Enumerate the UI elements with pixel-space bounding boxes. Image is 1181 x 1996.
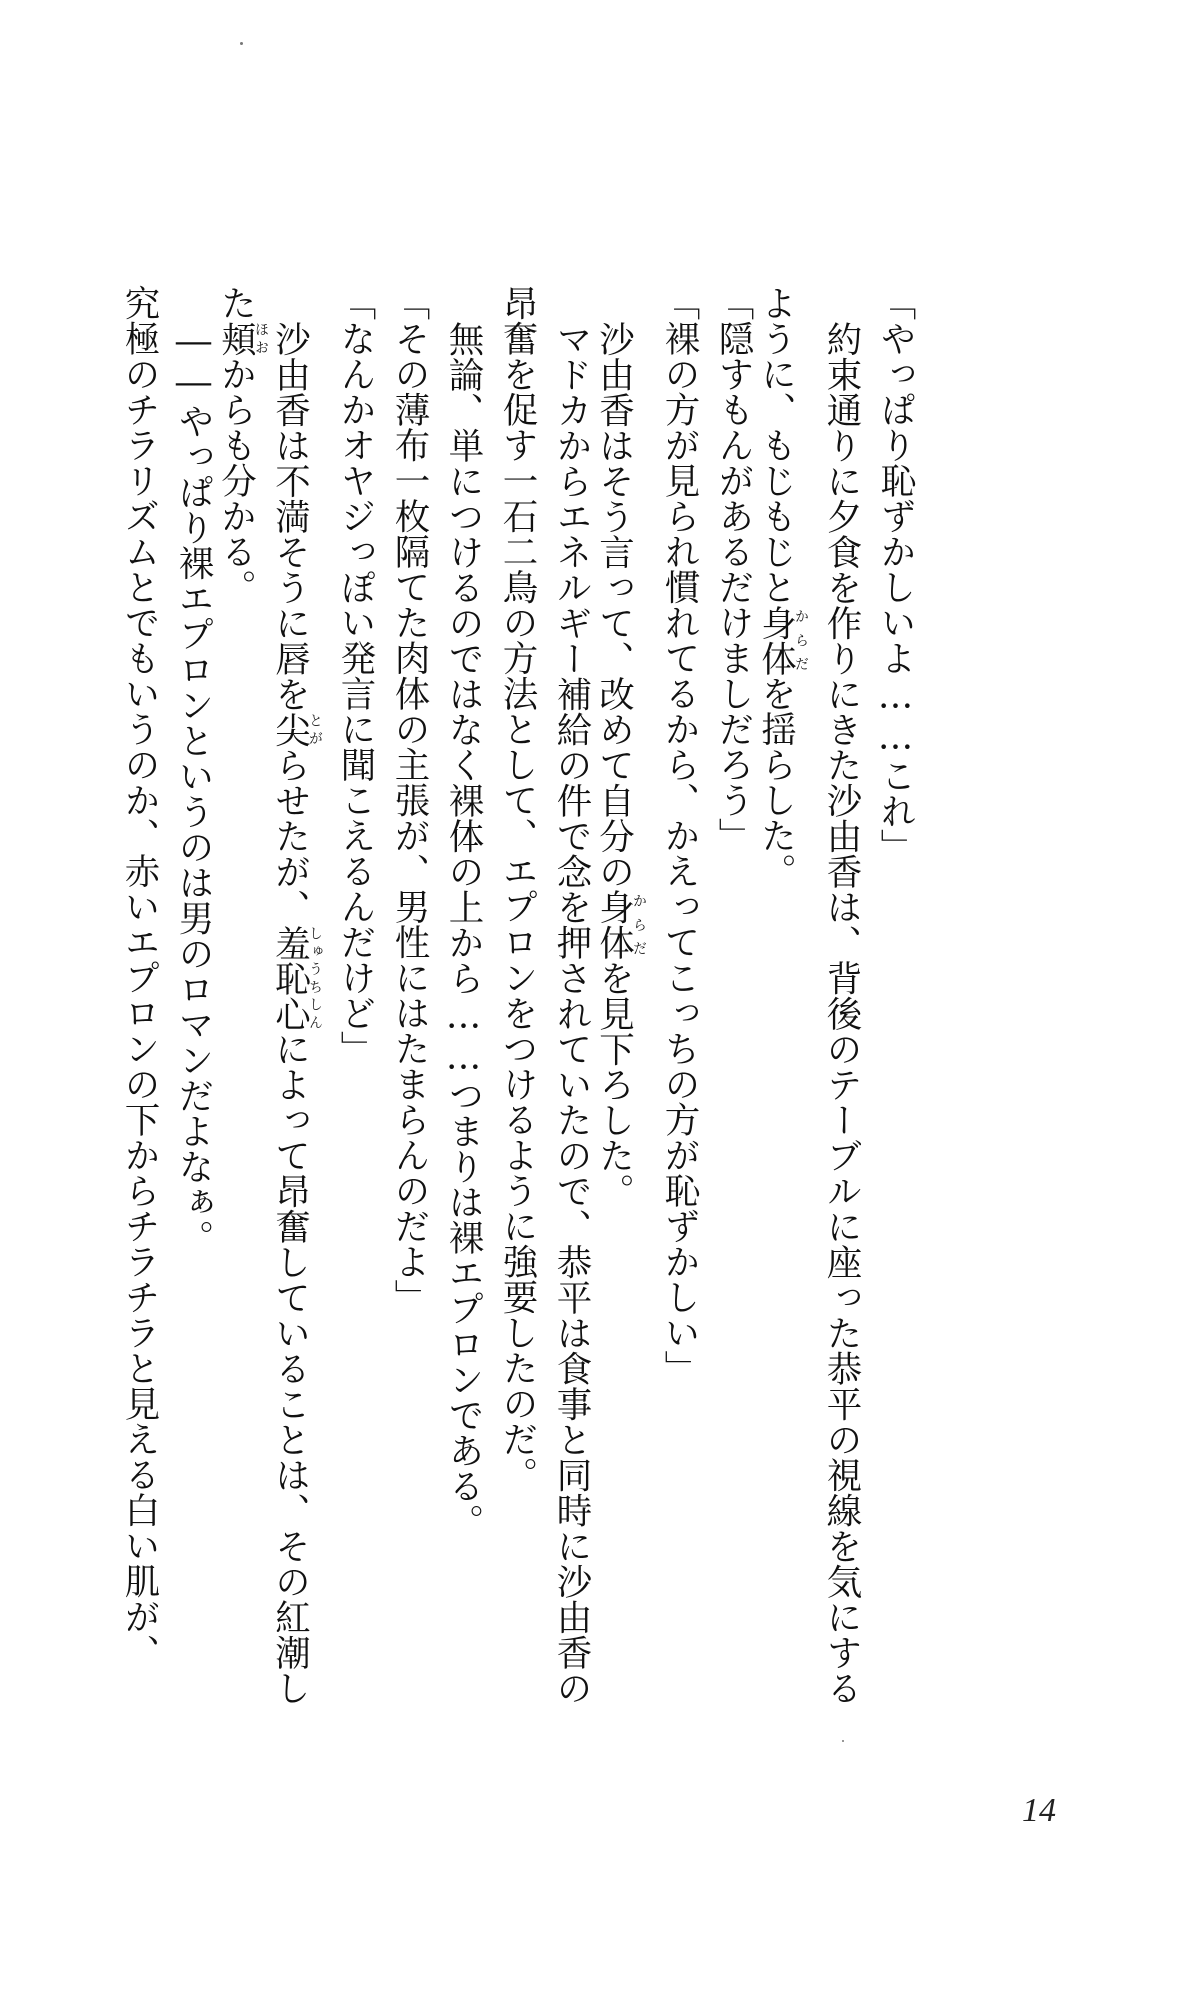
- text-line: ――やっぱり裸エプロンというのは男のロマンだよなぁ。: [173, 321, 214, 1255]
- text-line: た頬ほおからも分かる。: [215, 285, 269, 605]
- text-line: ように、もじもじと身体からだを揺らした。: [755, 285, 809, 889]
- paper-speck: [842, 1740, 844, 1742]
- text-line: 究極のチラリズムとでもいうのか、赤いエプロンの下からチラチラと見える白い肌が、: [119, 285, 160, 1670]
- vertical-text-block: [119, 285, 916, 1770]
- paper-speck: [240, 42, 243, 45]
- text-line: 無論、単につけるのではなく裸体の上から……つまりは裸エプロンである。: [443, 321, 484, 1539]
- text-line: 「やっぱり恥ずかしいよ……これ」: [875, 285, 916, 864]
- text-line: マドカからエネルギー補給の件で念を押されていたので、恭平は食事と同時に沙由香の: [551, 321, 592, 1706]
- text-line: 「裸の方が見られ慣れてるから、かえってこっちの方が恥ずかしい」: [659, 285, 700, 1386]
- text-line: 約束通りに夕食を作りにきた沙由香は、背後のテーブルに座った恭平の視線を気にする: [821, 321, 862, 1706]
- text-line: 「その薄布一枚隔てた肉体の主張が、男性にはたまらんのだよ」: [389, 285, 430, 1315]
- text-line: 沙由香はそう言って、改めて自分の身体からだを見下ろした。: [593, 321, 647, 1209]
- text-line: 「隠すもんがあるだけましだろう」: [713, 285, 754, 853]
- text-line: 昂奮を促す一石二鳥の方法として、エプロンをつけるように強要したのだ。: [497, 285, 538, 1492]
- text-line: 沙由香は不満そうに唇を尖とがらせたが、羞恥心しゅうちしんによって昂奮していることは、その紅潮し: [269, 321, 323, 1706]
- page-number: 14: [1022, 1792, 1056, 1829]
- text-line: 「なんかオヤジっぽい発言に聞こえるんだけど」: [335, 285, 376, 1066]
